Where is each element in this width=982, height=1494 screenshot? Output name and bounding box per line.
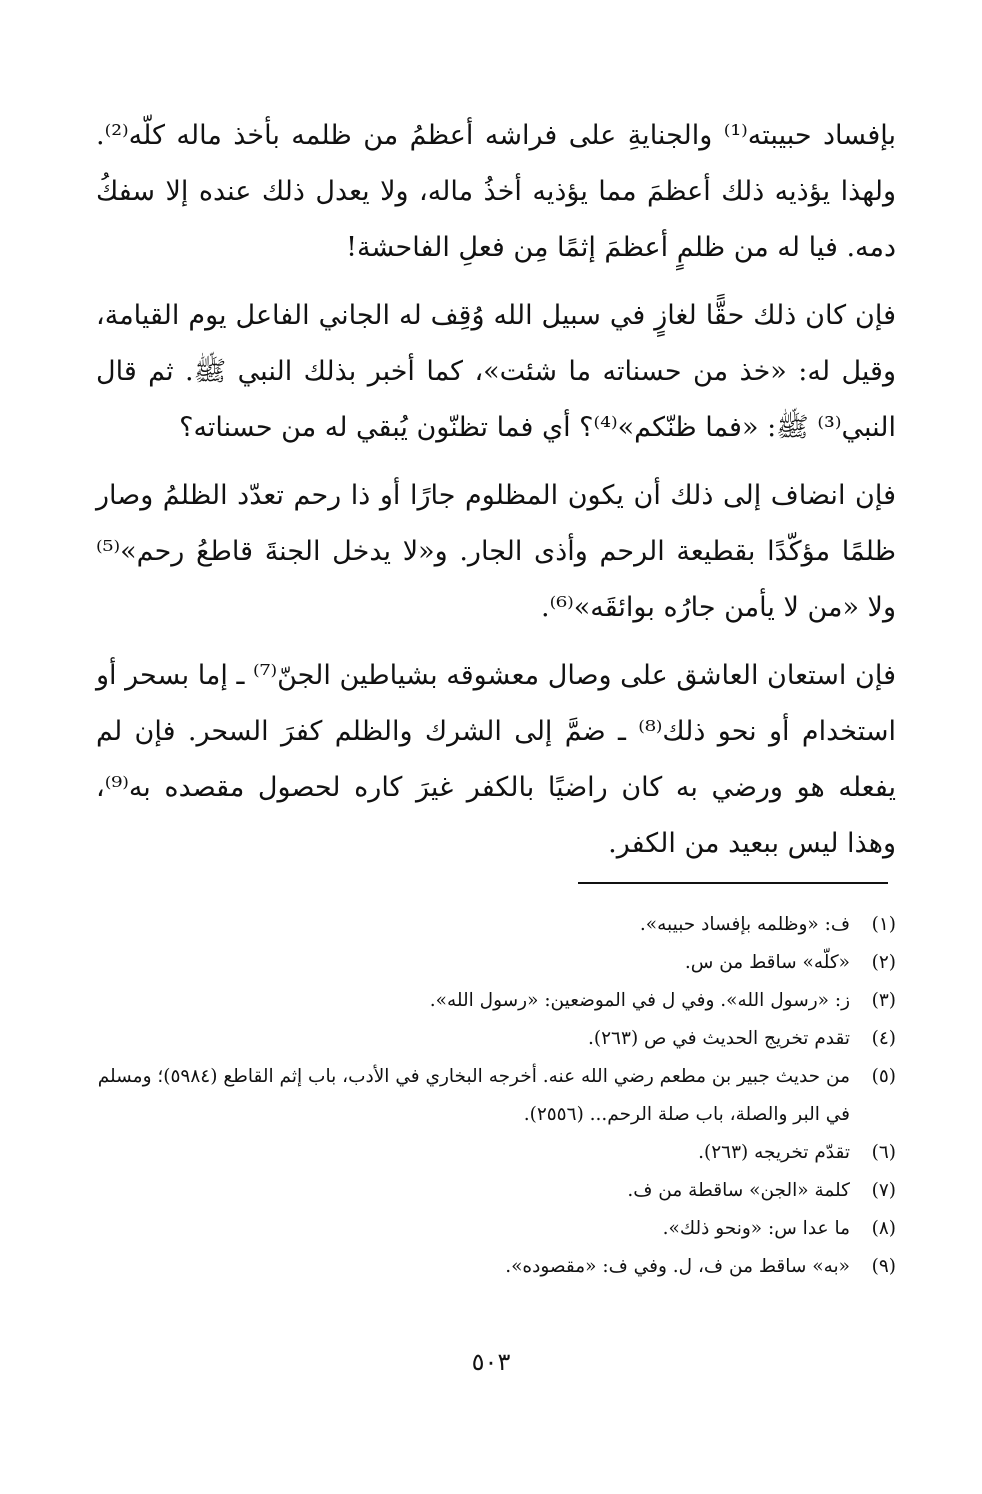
footnote-number: (٢) [871,952,896,973]
footnote-number: (٦) [871,1142,896,1163]
footnote-number: (٩) [871,1256,896,1277]
footnote [90,1134,896,1172]
footnote-text: ما عدا س: «ونحو ذلك». [662,1218,850,1239]
paragraph: فإن انضاف إلى ذلك أن يكون المظلوم جارًا أو ذا رحم تعدّد الظلمُ وصار ظلمًا مؤكّدًا بقطيعة الرحم وأذى الجار. و«لا يدخل الجنةَ قاطعُ رحم»⁽⁵⁾ ولا «من لا يأمن جارُه بوائقَه»⁽⁶⁾. [96,480,896,623]
footnote [90,906,896,944]
footnote [90,944,896,982]
footnote-text: من حديث جبير بن مطعم رضي الله عنه. أخرجه البخاري في الأدب، باب إثم القاطع (٥٩٨٤)؛ ومسلم في البر والصلة، باب صلة الرحم... (٢٥٥٦). [97,1066,850,1125]
footnote [90,982,896,1020]
main-text [96,108,896,884]
footnote-number: (٨) [871,1218,896,1239]
footnote-number: (١) [871,914,896,935]
footnote [90,1020,896,1058]
footnote-text: «كلّه» ساقط من س. [684,952,850,973]
footnote-text: تقدّم تخريجه (٢٦٣). [698,1142,850,1163]
footnote-number: (٧) [871,1180,896,1201]
paragraph: فإن كان ذلك حقًّا لغازٍ في سبيل الله وُقِف له الجاني الفاعل يوم القيامة، وقيل له: «خذ من حسناته ما شئت»، كما أخبر بذلك النبي ﷺ. ثم قال النبي⁽³⁾ ﷺ: «فما ظنّكم»⁽⁴⁾؟ أي فما تظنّون يُبقي له من حسناته؟ [96,300,896,443]
footnote [90,1210,896,1248]
footnotes [90,906,896,1286]
footnote-number: (٤) [871,1028,896,1049]
footnote [90,1172,896,1210]
paragraph: فإن استعان العاشق على وصال معشوقه بشياطين الجنّ⁽⁷⁾ ـ إما بسحر أو استخدام أو نحو ذلك⁽⁸⁾ ـ ضمَّ إلى الشرك والظلم كفرَ السحر. فإن لم يفعله هو ورضي به كان راضيًا بالكفر غيرَ كاره لحصول مقصده به⁽⁹⁾، وهذا ليس ببعيد من الكفر. [96,660,896,859]
footnote-text: ز: «رسول الله». وفي ل في الموضعين: «رسول الله». [429,990,850,1011]
footnote-text: «به» ساقط من ف، ل. وفي ف: «مقصوده». [505,1256,850,1277]
footnote-number: (٥) [871,1066,896,1087]
page-number: ٥٠٣ [471,1348,511,1376]
footnote-number: (٣) [871,990,896,1011]
paragraph: بإفساد حبيبته⁽¹⁾ والجنايةِ على فراشه أعظمُ من ظلمه بأخذ ماله كلّه⁽²⁾. ولهذا يؤذيه ذلك أعظمَ مما يؤذيه أخذُ ماله، ولا يعدل ذلك عنده إلا سفكُ دمه. فيا له من ظلمٍ أعظمَ إثمًا مِن فعلِ الفاحشة! [96,120,896,263]
footnote-divider [578,882,888,884]
footnote-text: تقدم تخريج الحديث في ص (٢٦٣). [588,1028,850,1049]
footnote [90,1248,896,1286]
footnote-text: ف: «وظلمه بإفساد حبيبه». [639,914,850,935]
footnote [90,1058,896,1134]
footnote-text: كلمة «الجن» ساقطة من ف. [627,1180,850,1201]
